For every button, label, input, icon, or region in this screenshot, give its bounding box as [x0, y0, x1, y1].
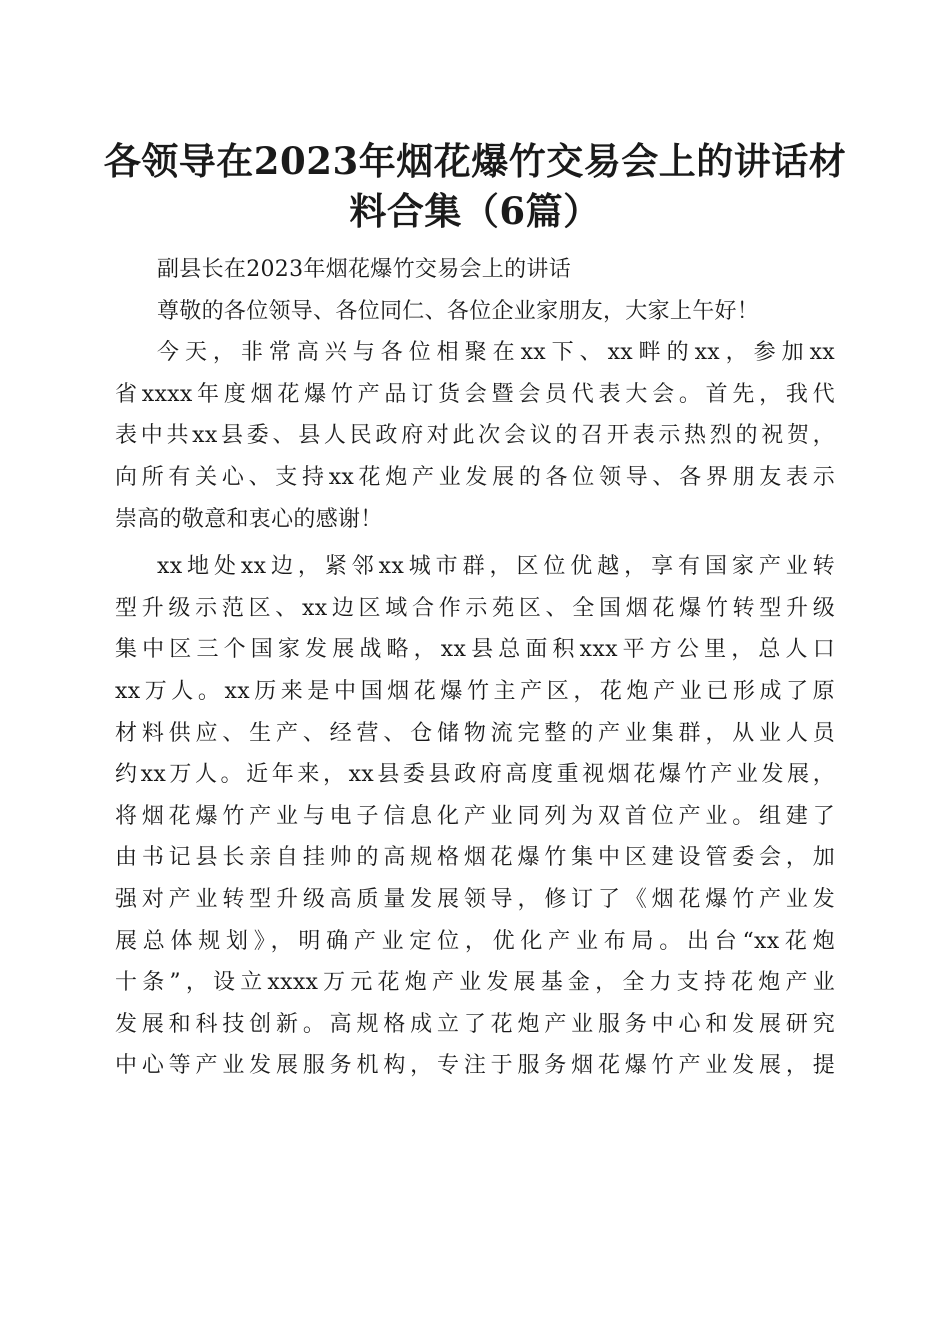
text-line: 崇高的敬意和衷心的感谢！: [115, 506, 383, 532]
text-line: 由书记县长亲自挂帅的高规格烟花爆竹集中区建设管委会，加: [115, 845, 835, 871]
text-line: 向所有关心、支持xx花炮产业发展的各位领导、各界朋友表示: [115, 464, 835, 490]
text-line: 十条”，设立xxxx万元花炮产业发展基金，全力支持花炮产业: [115, 970, 835, 996]
text-line: 今天，非常高兴与各位相聚在xx下、xx畔的xx，参加xx: [157, 340, 835, 366]
document-title: [100, 136, 850, 236]
text-line: xx万人。xx历来是中国烟花爆竹主产区，花炮产业已形成了原: [115, 678, 835, 704]
salutation-line: 尊敬的各位领导、各位同仁、各位企业家朋友，大家上午好！: [157, 298, 760, 324]
text-line: 型升级示范区、xx边区域合作示苑区、全国烟花爆竹转型升级: [115, 595, 835, 621]
text-line: 表中共xx县委、县人民政府对此次会议的召开表示热烈的祝贺，: [115, 423, 835, 449]
text-line: 强对产业转型升级高质量发展领导，修订了《烟花爆竹产业发: [115, 886, 835, 912]
document-body: [115, 249, 835, 1087]
text-line: 材料供应、生产、经营、仓储物流完整的产业集群，从业人员: [115, 720, 835, 746]
speech-heading: 副县长在2023年烟花爆竹交易会上的讲话: [157, 257, 571, 282]
text-line: 集中区三个国家发展战略，xx县总面积xxx平方公里，总人口: [115, 637, 835, 663]
text-line: 展总体规划》，明确产业定位，优化产业布局。出台“xx花炮: [115, 928, 835, 954]
text-line: 发展和科技创新。高规格成立了花炮产业服务中心和发展研究: [115, 1011, 835, 1037]
text-line: 中心等产业发展服务机构，专注于服务烟花爆竹产业发展，提: [115, 1053, 835, 1079]
text-line: 将烟花爆竹产业与电子信息化产业同列为双首位产业。组建了: [115, 803, 835, 829]
text-line: 省xxxx年度烟花爆竹产品订货会暨会员代表大会。首先，我代: [115, 381, 835, 407]
text-line: xx地处xx边，紧邻xx城市群，区位优越，享有国家产业转: [157, 554, 835, 580]
text-line: 约xx万人。近年来，xx县委县政府高度重视烟花爆竹产业发展，: [115, 762, 835, 788]
title-line: 各领导在2023年烟花爆竹交易会上的讲话材: [103, 139, 847, 183]
title-line: 料合集（6篇）: [349, 189, 601, 233]
